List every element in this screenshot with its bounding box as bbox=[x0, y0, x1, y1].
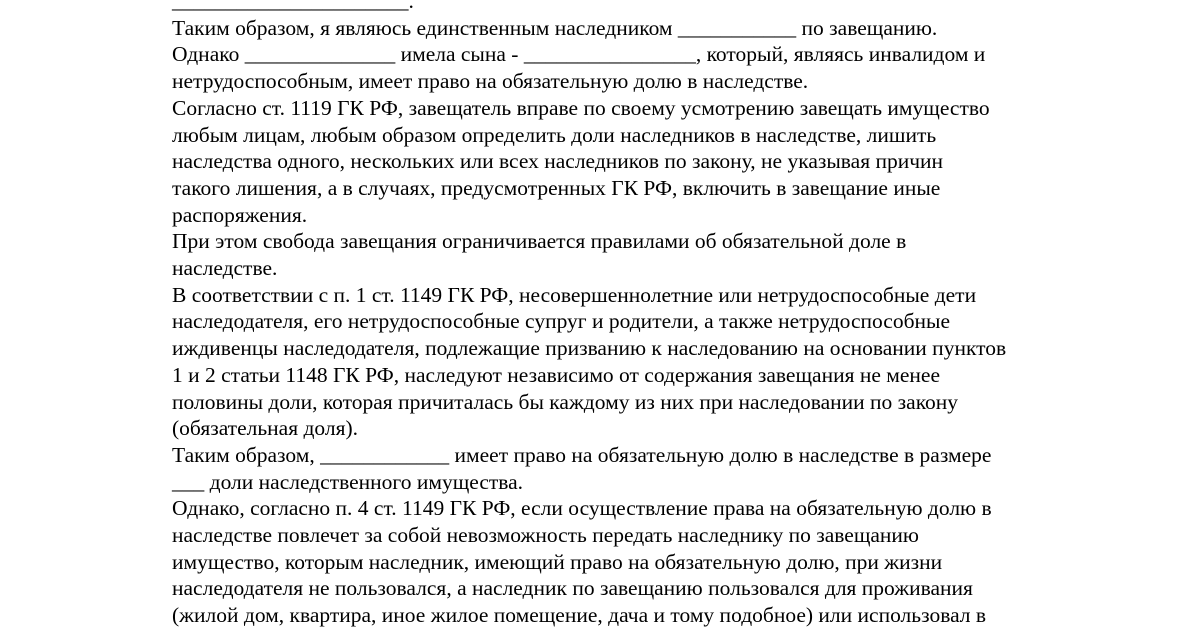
document-line: 1 и 2 статьи 1148 ГК РФ, наследуют независимо от содержания завещания не менее bbox=[172, 362, 941, 387]
document-line: (жилой дом, квартира, иное жилое помещение, дача и тому подобное) или использовал в bbox=[172, 603, 987, 628]
document-line: наследодателя не пользовался, а наследник по завещанию пользовался для проживания bbox=[172, 576, 973, 601]
document-line: наследодателя, его нетрудоспособные супруг и родители, а также нетрудоспособные bbox=[172, 309, 951, 334]
document-line: Однако ______________ имела сына - ________________, который, являясь инвалидом и bbox=[172, 42, 986, 67]
document-line: В соответствии с п. 1 ст. 1149 ГК РФ, несовершеннолетние или нетрудоспособные дети bbox=[172, 282, 977, 307]
document-line: наследстве повлечет за собой невозможность передать наследнику по завещанию bbox=[172, 523, 919, 548]
document-line: Таким образом, ____________ имеет право на обязательную долю в наследстве в размере bbox=[172, 442, 992, 467]
document-line: половины доли, которая причиталась бы каждому из них при наследовании по закону bbox=[172, 389, 959, 414]
document-line: Согласно ст. 1119 ГК РФ, завещатель вправе по своему усмотрению завещать имущество bbox=[172, 95, 990, 120]
document-body bbox=[172, 0, 1132, 629]
document-line: распоряжения. bbox=[172, 202, 308, 227]
document-line: Таким образом, я являюсь единственным наследником ___________ по завещанию. bbox=[172, 15, 938, 40]
document-line: наследстве. bbox=[172, 256, 278, 281]
document-line: наследства одного, нескольких или всех наследников по закону, не указывая причин bbox=[172, 149, 944, 174]
document-line: При этом свобода завещания ограничивается правилами об обязательной доле в bbox=[172, 229, 907, 254]
document-line: нетрудоспособным, имеет право на обязательную долю в наследстве. bbox=[172, 69, 809, 94]
document-line: Однако, согласно п. 4 ст. 1149 ГК РФ, если осуществление права на обязательную долю в bbox=[172, 496, 992, 521]
document-line: имущество, которым наследник, имеющий право на обязательную долю, при жизни bbox=[172, 549, 943, 574]
document-line: ___ доли наследственного имущества. bbox=[172, 469, 524, 494]
document-line: любым лицам, любым образом определить доли наследников в наследстве, лишить bbox=[172, 122, 937, 147]
document-line: ______________________. bbox=[172, 0, 414, 13]
document-line: (обязательная доля). bbox=[172, 416, 359, 441]
document-line: иждивенцы наследодателя, подлежащие призванию к наследованию на основании пунктов bbox=[172, 336, 1007, 361]
document-line: такого лишения, а в случаях, предусмотренных ГК РФ, включить в завещание иные bbox=[172, 175, 941, 200]
